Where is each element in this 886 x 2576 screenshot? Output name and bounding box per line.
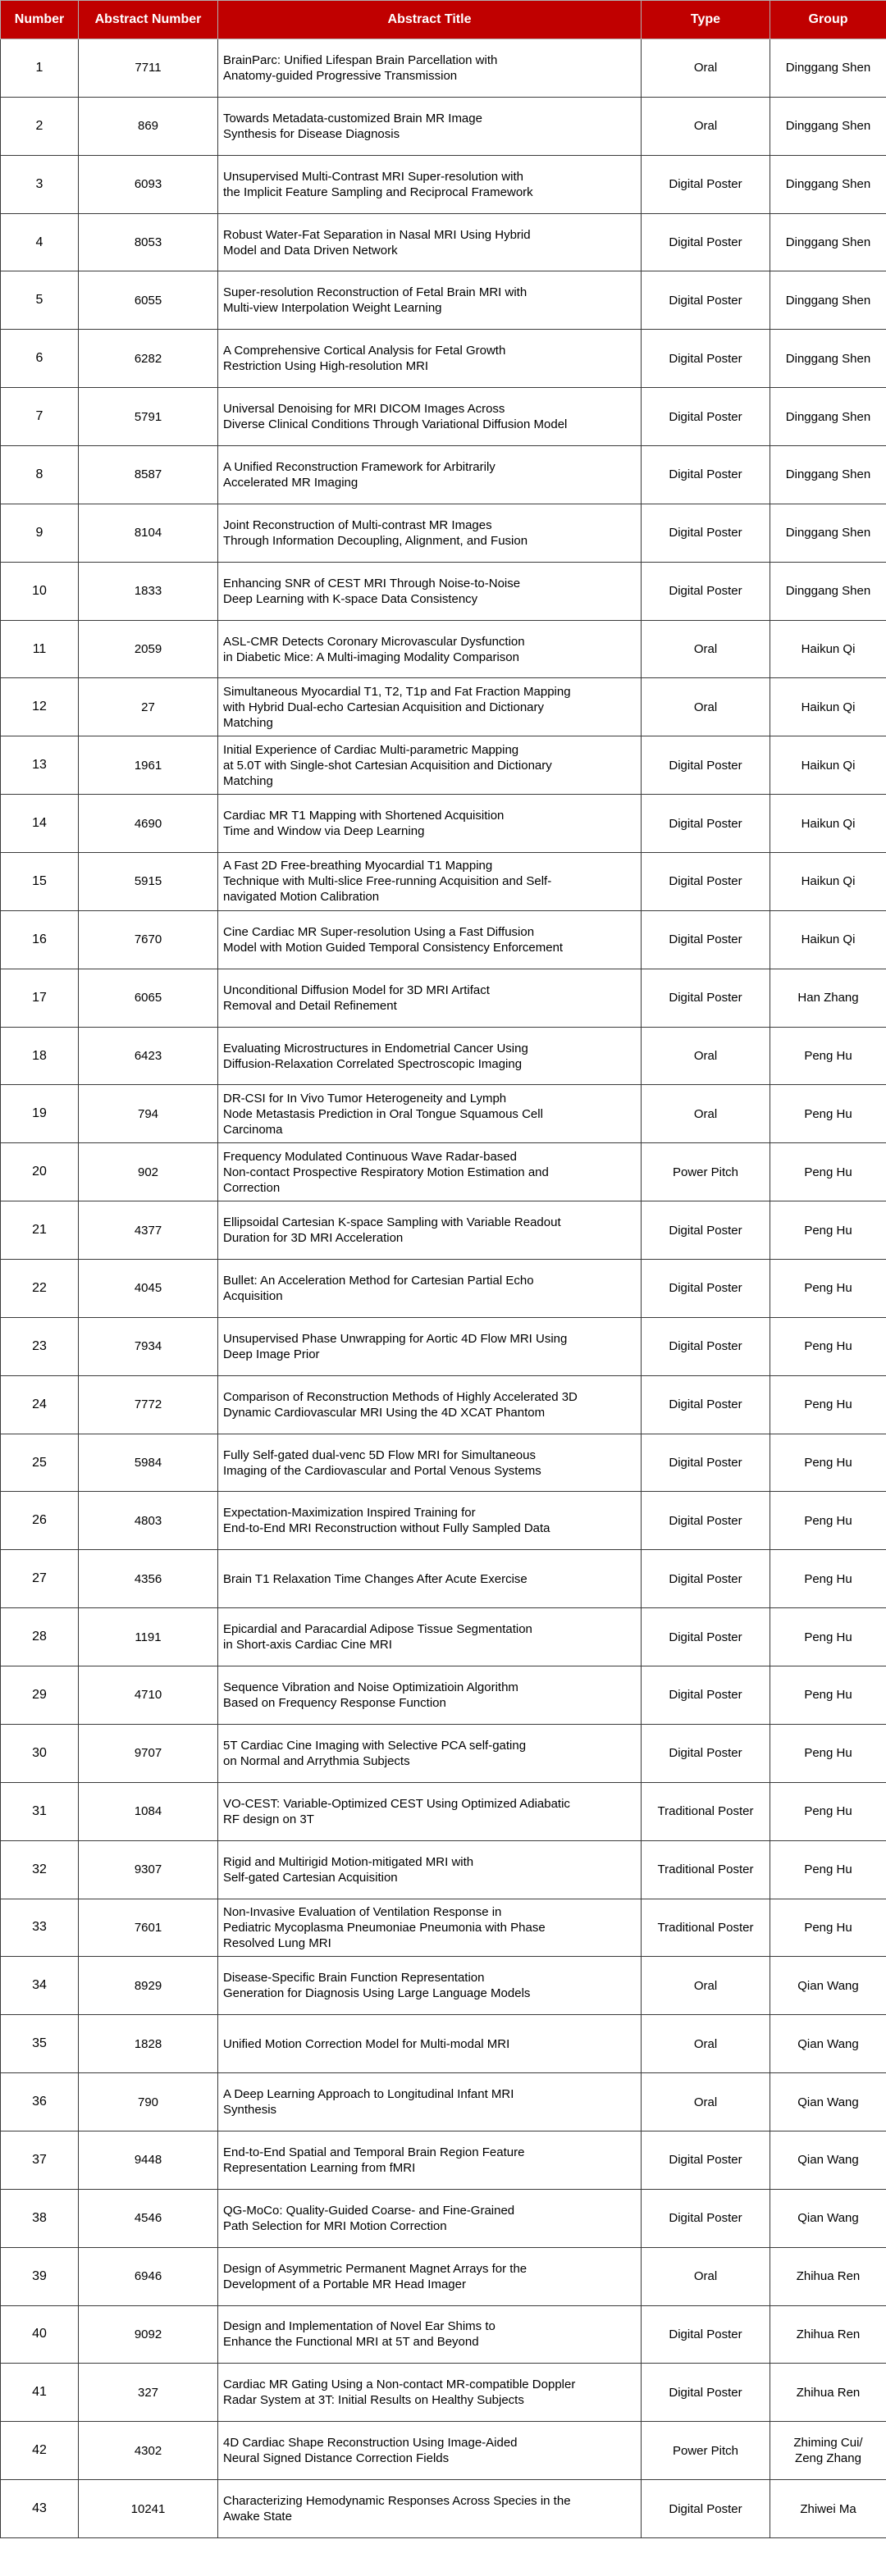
table-row xyxy=(1,562,886,620)
cell-type: Digital Poster xyxy=(642,155,770,213)
cell-number: 35 xyxy=(1,2015,79,2073)
cell-abstract-number: 7711 xyxy=(79,39,218,98)
header-row xyxy=(1,1,886,39)
cell-number: 24 xyxy=(1,1375,79,1434)
cell-group: Qian Wang xyxy=(770,2131,886,2189)
table-row xyxy=(1,2073,886,2131)
table-row xyxy=(1,2305,886,2364)
cell-number: 2 xyxy=(1,97,79,155)
cell-group: Haikun Qi xyxy=(770,620,886,678)
cell-abstract-title: 4D Cardiac Shape Reconstruction Using Image-Aided Neural Signed Distance Correction Fields xyxy=(218,2422,642,2480)
cell-number: 5 xyxy=(1,271,79,330)
cell-type: Digital Poster xyxy=(642,2305,770,2364)
cell-group: Peng Hu xyxy=(770,1317,886,1375)
cell-group: Peng Hu xyxy=(770,1899,886,1957)
cell-abstract-title: Design of Asymmetric Permanent Magnet Arrays for the Development of a Portable MR Head Imager xyxy=(218,2247,642,2305)
cell-type: Oral xyxy=(642,2015,770,2073)
table-row xyxy=(1,1201,886,1260)
cell-abstract-title: VO-CEST: Variable-Optimized CEST Using Optimized Adiabatic RF design on 3T xyxy=(218,1782,642,1840)
cell-type: Digital Poster xyxy=(642,446,770,504)
cell-abstract-number: 1191 xyxy=(79,1608,218,1666)
cell-type: Oral xyxy=(642,39,770,98)
table-header xyxy=(1,1,886,39)
cell-type: Digital Poster xyxy=(642,795,770,853)
cell-number: 32 xyxy=(1,1840,79,1899)
table-row xyxy=(1,795,886,853)
cell-number: 3 xyxy=(1,155,79,213)
cell-abstract-number: 6423 xyxy=(79,1027,218,1085)
cell-abstract-number: 8929 xyxy=(79,1957,218,2015)
cell-number: 29 xyxy=(1,1666,79,1725)
cell-group: Peng Hu xyxy=(770,1201,886,1260)
cell-number: 4 xyxy=(1,213,79,271)
cell-abstract-title: Initial Experience of Cardiac Multi-parametric Mapping at 5.0T with Single-shot Cartesian Acquisition and Dictionary Matching xyxy=(218,736,642,795)
cell-abstract-number: 2059 xyxy=(79,620,218,678)
cell-number: 38 xyxy=(1,2189,79,2247)
cell-abstract-title: Super-resolution Reconstruction of Fetal Brain MRI with Multi-view Interpolation Weight Learning xyxy=(218,271,642,330)
table-row xyxy=(1,853,886,911)
cell-group: Dinggang Shen xyxy=(770,388,886,446)
cell-abstract-title: Unsupervised Phase Unwrapping for Aortic 4D Flow MRI Using Deep Image Prior xyxy=(218,1317,642,1375)
cell-type: Digital Poster xyxy=(642,1375,770,1434)
cell-group: Dinggang Shen xyxy=(770,155,886,213)
table-row xyxy=(1,271,886,330)
table-row xyxy=(1,1724,886,1782)
table-row xyxy=(1,2480,886,2538)
cell-group: Peng Hu xyxy=(770,1840,886,1899)
cell-abstract-title: QG-MoCo: Quality-Guided Coarse- and Fine-Grained Path Selection for MRI Motion Correction xyxy=(218,2189,642,2247)
cell-abstract-title: A Fast 2D Free-breathing Myocardial T1 Mapping Technique with Multi-slice Free-running Acquisition and Self- navigated Motion Calibration xyxy=(218,853,642,911)
cell-number: 14 xyxy=(1,795,79,853)
cell-number: 28 xyxy=(1,1608,79,1666)
header-type: Type xyxy=(642,1,770,39)
cell-type: Traditional Poster xyxy=(642,1899,770,1957)
table-row xyxy=(1,1840,886,1899)
cell-type: Oral xyxy=(642,1957,770,2015)
cell-type: Traditional Poster xyxy=(642,1840,770,1899)
cell-group: Peng Hu xyxy=(770,1724,886,1782)
table-row xyxy=(1,213,886,271)
cell-abstract-title: A Deep Learning Approach to Longitudinal Infant MRI Synthesis xyxy=(218,2073,642,2131)
cell-number: 34 xyxy=(1,1957,79,2015)
cell-number: 22 xyxy=(1,1260,79,1318)
cell-group: Dinggang Shen xyxy=(770,213,886,271)
cell-abstract-title: Non-Invasive Evaluation of Ventilation Response in Pediatric Mycoplasma Pneumoniae Pneumonia with Phase Resolved Lung MRI xyxy=(218,1899,642,1957)
cell-number: 27 xyxy=(1,1550,79,1608)
cell-abstract-number: 7934 xyxy=(79,1317,218,1375)
cell-type: Oral xyxy=(642,2073,770,2131)
cell-abstract-number: 9307 xyxy=(79,1840,218,1899)
cell-abstract-title: Brain T1 Relaxation Time Changes After Acute Exercise xyxy=(218,1550,642,1608)
cell-type: Digital Poster xyxy=(642,504,770,562)
header-abstract-number: Abstract Number xyxy=(79,1,218,39)
cell-group: Zhihua Ren xyxy=(770,2364,886,2422)
cell-type: Digital Poster xyxy=(642,1434,770,1492)
cell-number: 25 xyxy=(1,1434,79,1492)
cell-group: Zhihua Ren xyxy=(770,2247,886,2305)
cell-number: 12 xyxy=(1,678,79,736)
table-row xyxy=(1,910,886,969)
cell-abstract-title: Unified Motion Correction Model for Multi-modal MRI xyxy=(218,2015,642,2073)
cell-abstract-title: Frequency Modulated Continuous Wave Radar-based Non-contact Prospective Respiratory Motion Estimation and Correction xyxy=(218,1143,642,1201)
cell-number: 43 xyxy=(1,2480,79,2538)
table-row xyxy=(1,388,886,446)
table-row xyxy=(1,97,886,155)
cell-abstract-title: A Unified Reconstruction Framework for Arbitrarily Accelerated MR Imaging xyxy=(218,446,642,504)
cell-number: 23 xyxy=(1,1317,79,1375)
cell-type: Digital Poster xyxy=(642,1492,770,1550)
table-row xyxy=(1,2364,886,2422)
cell-number: 31 xyxy=(1,1782,79,1840)
table-row xyxy=(1,1899,886,1957)
table-row xyxy=(1,1608,886,1666)
cell-abstract-number: 6065 xyxy=(79,969,218,1027)
cell-type: Digital Poster xyxy=(642,2480,770,2538)
table-row xyxy=(1,1957,886,2015)
cell-number: 19 xyxy=(1,1085,79,1143)
cell-group: Han Zhang xyxy=(770,969,886,1027)
cell-type: Digital Poster xyxy=(642,562,770,620)
cell-type: Digital Poster xyxy=(642,1317,770,1375)
cell-abstract-number: 7601 xyxy=(79,1899,218,1957)
cell-type: Digital Poster xyxy=(642,736,770,795)
cell-abstract-number: 7670 xyxy=(79,910,218,969)
cell-abstract-title: Design and Implementation of Novel Ear Shims to Enhance the Functional MRI at 5T and Beyond xyxy=(218,2305,642,2364)
table-row xyxy=(1,446,886,504)
cell-abstract-title: BrainParc: Unified Lifespan Brain Parcellation with Anatomy-guided Progressive Transmission xyxy=(218,39,642,98)
cell-type: Digital Poster xyxy=(642,213,770,271)
cell-number: 42 xyxy=(1,2422,79,2480)
cell-type: Digital Poster xyxy=(642,1550,770,1608)
cell-group: Peng Hu xyxy=(770,1143,886,1201)
cell-abstract-title: Universal Denoising for MRI DICOM Images Across Diverse Clinical Conditions Through Variational Diffusion Model xyxy=(218,388,642,446)
cell-abstract-number: 794 xyxy=(79,1085,218,1143)
table-row xyxy=(1,2131,886,2189)
table-row xyxy=(1,1434,886,1492)
cell-abstract-title: DR-CSI for In Vivo Tumor Heterogeneity and Lymph Node Metastasis Prediction in Oral Tongue Squamous Cell Carcinoma xyxy=(218,1085,642,1143)
cell-group: Peng Hu xyxy=(770,1782,886,1840)
table-body xyxy=(1,39,886,2538)
cell-abstract-title: Fully Self-gated dual-venc 5D Flow MRI for Simultaneous Imaging of the Cardiovascular and Portal Venous Systems xyxy=(218,1434,642,1492)
table-row xyxy=(1,969,886,1027)
header-number: Number xyxy=(1,1,79,39)
cell-abstract-number: 4803 xyxy=(79,1492,218,1550)
cell-group: Zhiwei Ma xyxy=(770,2480,886,2538)
cell-group: Peng Hu xyxy=(770,1608,886,1666)
table-row xyxy=(1,2015,886,2073)
cell-type: Digital Poster xyxy=(642,388,770,446)
cell-group: Haikun Qi xyxy=(770,678,886,736)
cell-abstract-number: 327 xyxy=(79,2364,218,2422)
cell-group: Dinggang Shen xyxy=(770,446,886,504)
cell-abstract-number: 6946 xyxy=(79,2247,218,2305)
cell-group: Peng Hu xyxy=(770,1027,886,1085)
table-row xyxy=(1,2189,886,2247)
cell-abstract-number: 6093 xyxy=(79,155,218,213)
cell-type: Digital Poster xyxy=(642,271,770,330)
cell-type: Digital Poster xyxy=(642,1201,770,1260)
cell-type: Digital Poster xyxy=(642,853,770,911)
cell-abstract-title: Sequence Vibration and Noise Optimizatioin Algorithm Based on Frequency Response Function xyxy=(218,1666,642,1725)
cell-number: 26 xyxy=(1,1492,79,1550)
cell-group: Dinggang Shen xyxy=(770,504,886,562)
cell-number: 15 xyxy=(1,853,79,911)
cell-type: Oral xyxy=(642,2247,770,2305)
cell-number: 1 xyxy=(1,39,79,98)
table-row xyxy=(1,155,886,213)
cell-group: Peng Hu xyxy=(770,1666,886,1725)
table-row xyxy=(1,1027,886,1085)
header-abstract-title: Abstract Title xyxy=(218,1,642,39)
cell-number: 37 xyxy=(1,2131,79,2189)
cell-number: 21 xyxy=(1,1201,79,1260)
cell-type: Power Pitch xyxy=(642,2422,770,2480)
cell-number: 11 xyxy=(1,620,79,678)
cell-abstract-title: Cardiac MR T1 Mapping with Shortened Acquisition Time and Window via Deep Learning xyxy=(218,795,642,853)
cell-abstract-title: End-to-End Spatial and Temporal Brain Region Feature Representation Learning from fMRI xyxy=(218,2131,642,2189)
cell-abstract-number: 4045 xyxy=(79,1260,218,1318)
cell-abstract-number: 1084 xyxy=(79,1782,218,1840)
cell-abstract-number: 9448 xyxy=(79,2131,218,2189)
cell-abstract-title: Epicardial and Paracardial Adipose Tissue Segmentation in Short-axis Cardiac Cine MRI xyxy=(218,1608,642,1666)
cell-number: 33 xyxy=(1,1899,79,1957)
cell-abstract-title: Expectation-Maximization Inspired Training for End-to-End MRI Reconstruction without Fully Sampled Data xyxy=(218,1492,642,1550)
cell-group: Qian Wang xyxy=(770,2015,886,2073)
cell-type: Digital Poster xyxy=(642,2364,770,2422)
cell-number: 17 xyxy=(1,969,79,1027)
table-row xyxy=(1,1085,886,1143)
cell-abstract-title: Enhancing SNR of CEST MRI Through Noise-to-Noise Deep Learning with K-space Data Consistency xyxy=(218,562,642,620)
cell-abstract-number: 27 xyxy=(79,678,218,736)
cell-abstract-number: 9092 xyxy=(79,2305,218,2364)
table-row xyxy=(1,1782,886,1840)
cell-type: Oral xyxy=(642,620,770,678)
table-row xyxy=(1,1550,886,1608)
cell-abstract-title: Comparison of Reconstruction Methods of Highly Accelerated 3D Dynamic Cardiovascular MRI Using the 4D XCAT Phantom xyxy=(218,1375,642,1434)
cell-number: 41 xyxy=(1,2364,79,2422)
cell-group: Haikun Qi xyxy=(770,853,886,911)
cell-number: 39 xyxy=(1,2247,79,2305)
table-row xyxy=(1,1317,886,1375)
cell-abstract-title: Bullet: An Acceleration Method for Cartesian Partial Echo Acquisition xyxy=(218,1260,642,1318)
cell-abstract-number: 1828 xyxy=(79,2015,218,2073)
cell-group: Dinggang Shen xyxy=(770,39,886,98)
cell-number: 7 xyxy=(1,388,79,446)
header-group: Group xyxy=(770,1,886,39)
cell-abstract-number: 869 xyxy=(79,97,218,155)
cell-abstract-title: Unsupervised Multi-Contrast MRI Super-resolution with the Implicit Feature Sampling and Reciprocal Framework xyxy=(218,155,642,213)
cell-abstract-number: 7772 xyxy=(79,1375,218,1434)
cell-abstract-number: 10241 xyxy=(79,2480,218,2538)
table-row xyxy=(1,1375,886,1434)
cell-abstract-number: 5915 xyxy=(79,853,218,911)
cell-abstract-number: 4710 xyxy=(79,1666,218,1725)
cell-abstract-title: Rigid and Multirigid Motion-mitigated MRI with Self-gated Cartesian Acquisition xyxy=(218,1840,642,1899)
cell-abstract-number: 6282 xyxy=(79,330,218,388)
table-row xyxy=(1,1492,886,1550)
cell-group: Peng Hu xyxy=(770,1550,886,1608)
cell-group: Peng Hu xyxy=(770,1375,886,1434)
table-row xyxy=(1,2247,886,2305)
cell-group: Peng Hu xyxy=(770,1085,886,1143)
cell-abstract-title: Cine Cardiac MR Super-resolution Using a Fast Diffusion Model with Motion Guided Temporal Consistency Enforcement xyxy=(218,910,642,969)
cell-group: Peng Hu xyxy=(770,1434,886,1492)
cell-group: Dinggang Shen xyxy=(770,562,886,620)
table-row xyxy=(1,39,886,98)
cell-group: Dinggang Shen xyxy=(770,271,886,330)
cell-abstract-title: Unconditional Diffusion Model for 3D MRI Artifact Removal and Detail Refinement xyxy=(218,969,642,1027)
cell-abstract-number: 4690 xyxy=(79,795,218,853)
cell-abstract-number: 8104 xyxy=(79,504,218,562)
cell-type: Digital Poster xyxy=(642,2131,770,2189)
table-row xyxy=(1,1260,886,1318)
table-row xyxy=(1,1143,886,1201)
cell-type: Digital Poster xyxy=(642,1260,770,1318)
cell-abstract-title: Robust Water-Fat Separation in Nasal MRI Using Hybrid Model and Data Driven Network xyxy=(218,213,642,271)
cell-number: 6 xyxy=(1,330,79,388)
cell-abstract-number: 5984 xyxy=(79,1434,218,1492)
cell-abstract-title: Evaluating Microstructures in Endometrial Cancer Using Diffusion-Relaxation Correlated Spectroscopic Imaging xyxy=(218,1027,642,1085)
cell-type: Oral xyxy=(642,1027,770,1085)
cell-abstract-title: ASL-CMR Detects Coronary Microvascular Dysfunction in Diabetic Mice: A Multi-imaging Modality Comparison xyxy=(218,620,642,678)
cell-abstract-title: A Comprehensive Cortical Analysis for Fetal Growth Restriction Using High-resolution MRI xyxy=(218,330,642,388)
cell-abstract-number: 4546 xyxy=(79,2189,218,2247)
cell-abstract-number: 8587 xyxy=(79,446,218,504)
cell-type: Traditional Poster xyxy=(642,1782,770,1840)
cell-number: 8 xyxy=(1,446,79,504)
cell-number: 36 xyxy=(1,2073,79,2131)
cell-type: Digital Poster xyxy=(642,910,770,969)
cell-abstract-number: 6055 xyxy=(79,271,218,330)
cell-group: Dinggang Shen xyxy=(770,97,886,155)
cell-number: 10 xyxy=(1,562,79,620)
cell-number: 30 xyxy=(1,1724,79,1782)
table-row xyxy=(1,736,886,795)
cell-group: Qian Wang xyxy=(770,2073,886,2131)
cell-abstract-title: Cardiac MR Gating Using a Non-contact MR-compatible Doppler Radar System at 3T: Initial Results on Healthy Subjects xyxy=(218,2364,642,2422)
table-row xyxy=(1,678,886,736)
cell-abstract-number: 4356 xyxy=(79,1550,218,1608)
cell-number: 40 xyxy=(1,2305,79,2364)
table-row xyxy=(1,620,886,678)
cell-group: Haikun Qi xyxy=(770,910,886,969)
cell-abstract-title: Disease-Specific Brain Function Representation Generation for Diagnosis Using Large Language Models xyxy=(218,1957,642,2015)
cell-abstract-title: Towards Metadata-customized Brain MR Image Synthesis for Disease Diagnosis xyxy=(218,97,642,155)
cell-type: Digital Poster xyxy=(642,330,770,388)
cell-type: Digital Poster xyxy=(642,969,770,1027)
cell-abstract-title: Joint Reconstruction of Multi-contrast MR Images Through Information Decoupling, Alignment, and Fusion xyxy=(218,504,642,562)
cell-group: Zhihua Ren xyxy=(770,2305,886,2364)
cell-abstract-number: 5791 xyxy=(79,388,218,446)
cell-abstract-number: 790 xyxy=(79,2073,218,2131)
cell-abstract-title: Characterizing Hemodynamic Responses Across Species in the Awake State xyxy=(218,2480,642,2538)
cell-group: Haikun Qi xyxy=(770,795,886,853)
cell-group: Haikun Qi xyxy=(770,736,886,795)
cell-group: Qian Wang xyxy=(770,2189,886,2247)
cell-group: Peng Hu xyxy=(770,1260,886,1318)
cell-abstract-title: 5T Cardiac Cine Imaging with Selective PCA self-gating on Normal and Arrythmia Subjects xyxy=(218,1724,642,1782)
table-row xyxy=(1,504,886,562)
cell-type: Digital Poster xyxy=(642,1608,770,1666)
cell-type: Digital Poster xyxy=(642,1666,770,1725)
table-row xyxy=(1,2422,886,2480)
cell-abstract-number: 902 xyxy=(79,1143,218,1201)
cell-type: Oral xyxy=(642,97,770,155)
cell-abstract-number: 1961 xyxy=(79,736,218,795)
cell-abstract-number: 9707 xyxy=(79,1724,218,1782)
cell-type: Oral xyxy=(642,1085,770,1143)
cell-group: Dinggang Shen xyxy=(770,330,886,388)
cell-type: Digital Poster xyxy=(642,1724,770,1782)
cell-abstract-number: 1833 xyxy=(79,562,218,620)
cell-abstract-title: Ellipsoidal Cartesian K-space Sampling with Variable Readout Duration for 3D MRI Acceleration xyxy=(218,1201,642,1260)
cell-type: Oral xyxy=(642,678,770,736)
cell-number: 20 xyxy=(1,1143,79,1201)
cell-number: 16 xyxy=(1,910,79,969)
cell-abstract-number: 4377 xyxy=(79,1201,218,1260)
cell-number: 18 xyxy=(1,1027,79,1085)
cell-number: 9 xyxy=(1,504,79,562)
cell-group: Qian Wang xyxy=(770,1957,886,2015)
table-row xyxy=(1,330,886,388)
cell-number: 13 xyxy=(1,736,79,795)
cell-type: Digital Poster xyxy=(642,2189,770,2247)
cell-abstract-number: 4302 xyxy=(79,2422,218,2480)
cell-group: Zhiming Cui/ Zeng Zhang xyxy=(770,2422,886,2480)
table-row xyxy=(1,1666,886,1725)
cell-group: Peng Hu xyxy=(770,1492,886,1550)
cell-abstract-number: 8053 xyxy=(79,213,218,271)
cell-abstract-title: Simultaneous Myocardial T1, T2, T1p and Fat Fraction Mapping with Hybrid Dual-echo Cartesian Acquisition and Dictionary Matching xyxy=(218,678,642,736)
cell-type: Power Pitch xyxy=(642,1143,770,1201)
